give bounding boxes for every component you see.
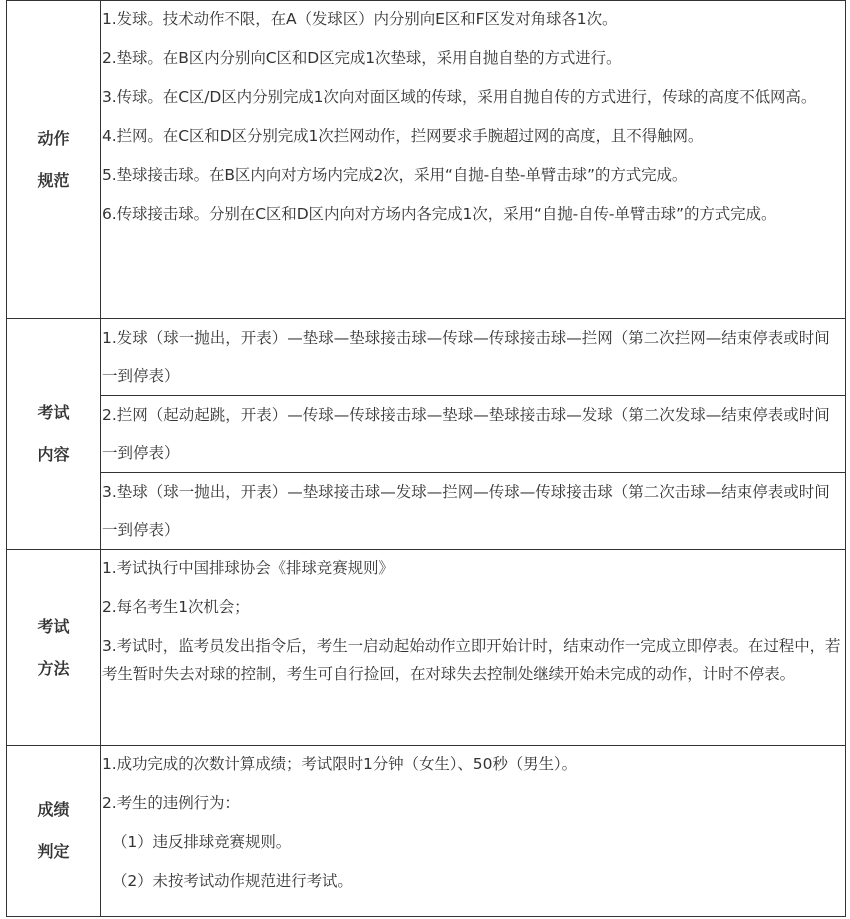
- row-content: [101, 550, 846, 746]
- row-label-line1: 成绩: [37, 800, 70, 819]
- row-label: [7, 550, 101, 746]
- row-label-line1: 考试: [37, 403, 70, 422]
- list-item: 2.拦网（起动起跳，开表）—传球—传球接击球—垫球—垫球接击球—发球（第二次发球—结束停表或时间一到停表）: [101, 396, 845, 473]
- table-row-scoring: [7, 746, 846, 917]
- list-item: 6.传球接击球。分别在C区和D区内向对方场内各完成1次，采用“自抛-自传-单臂击球”的方式完成。: [102, 205, 777, 223]
- list-item: 2.每名考生1次机会；: [102, 598, 250, 616]
- row-label: [7, 319, 101, 550]
- row-label-line2: 方法: [37, 658, 70, 678]
- list-item: 3.考试时，监考员发出指令后，考生一启动起始动作立即开始计时，结束动作一完成立即停表。在过程中，若考生暂时失去对球的控制，考生可自行捡回，在对球失去控制处继续开始未完成的动作，计时不停表。: [102, 637, 841, 683]
- list-item: 5.垫球接击球。在B区内向对方场内完成2次，采用“自抛-自垫-单臂击球”的方式完成。: [102, 166, 688, 184]
- list-item: 4.拦网。在C区和D区分别完成1次拦网动作，拦网要求手腕超过网的高度，且不得触网。: [102, 127, 704, 145]
- table-row-action-standard: [7, 1, 846, 319]
- row-label-line2: 规范: [37, 170, 70, 190]
- list-item: 1.发球。技术动作不限，在A（发球区）内分别向E区和F区发对角球各1次。: [102, 10, 618, 28]
- row-label-line1: 考试: [37, 616, 70, 636]
- row-content: [101, 746, 846, 917]
- list-item: （2）未按考试动作规范进行考试。: [112, 872, 353, 890]
- row-label: [7, 1, 101, 319]
- list-item: 2.考生的违例行为：: [102, 794, 240, 812]
- row-content: [101, 319, 846, 550]
- list-item: 3.传球。在C区/D区内分别完成1次向对面区域的传球，采用自抛自传的方式进行，传球的高度不低网高。: [102, 88, 817, 106]
- row-label-line2: 内容: [37, 445, 70, 464]
- exam-rules-table: [6, 0, 846, 917]
- row-label: [7, 746, 101, 917]
- row-label-line1: 动作: [37, 128, 70, 148]
- list-item: 1.发球（球一抛出，开表）—垫球—垫球接击球—传球—传球接击球—拦网（第二次拦网—结束停表或时间一到停表）: [101, 319, 845, 396]
- list-item: 1.成功完成的次数计算成绩；考试限时1分钟（女生）、50秒（男生）。: [102, 755, 577, 773]
- table-row-exam-content: [7, 319, 846, 550]
- list-item: 1.考试执行中国排球协会《排球竞赛规则》: [102, 559, 394, 577]
- list-item: 2.垫球。在B区内分别向C区和D区完成1次垫球，采用自抛自垫的方式进行。: [102, 49, 622, 67]
- list-item: （1）违反排球竞赛规则。: [112, 833, 292, 851]
- row-content: [101, 1, 846, 319]
- table-row-exam-method: [7, 550, 846, 746]
- list-item: 3.垫球（球一抛出，开表）—垫球接击球—发球—拦网—传球—传球接击球（第二次击球—结束停表或时间一到停表）: [102, 483, 830, 539]
- row-label-line2: 判定: [37, 842, 70, 861]
